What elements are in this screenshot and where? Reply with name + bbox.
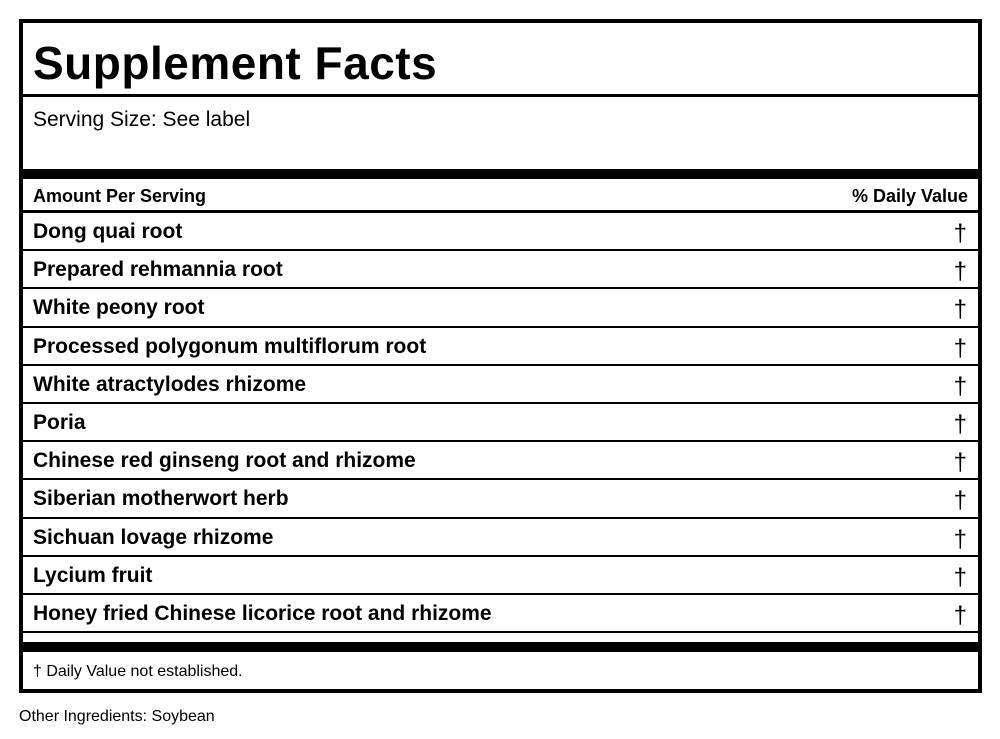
- panel-title: Supplement Facts: [33, 37, 438, 89]
- column-header-row: [23, 179, 978, 213]
- ingredient-dv: †: [953, 372, 967, 400]
- ingredient-row: [23, 557, 978, 595]
- ingredient-dv: †: [953, 487, 967, 515]
- ingredient-name: White atractylodes rhizome: [33, 372, 307, 396]
- ingredient-row: [23, 289, 978, 327]
- ingredient-name: White peony root: [33, 296, 205, 320]
- ingredient-dv: †: [953, 334, 967, 362]
- ingredient-name: Lycium fruit: [33, 563, 153, 587]
- ingredient-dv: †: [953, 601, 967, 629]
- ingredient-dv: †: [953, 296, 967, 324]
- ingredient-dv: †: [953, 410, 967, 438]
- daily-value-header: % Daily Value: [851, 186, 968, 206]
- ingredient-dv: †: [953, 563, 967, 591]
- thick-divider-bottom: [23, 642, 978, 652]
- ingredient-dv: †: [953, 258, 967, 286]
- ingredient-dv: †: [953, 449, 967, 477]
- title-section: [23, 23, 978, 97]
- ingredient-row: [23, 251, 978, 289]
- ingredient-list: [23, 213, 978, 633]
- serving-size-section: [23, 97, 978, 168]
- ingredient-row: [23, 404, 978, 442]
- ingredient-name: Dong quai root: [33, 220, 183, 243]
- ingredient-row: [23, 213, 978, 251]
- ingredient-row: [23, 519, 978, 557]
- other-ingredients: Other Ingredients: Soybean: [19, 708, 215, 725]
- thick-divider-top: [23, 169, 978, 179]
- ingredient-dv: †: [953, 525, 967, 553]
- ingredient-name: Processed polygonum multiflorum root: [33, 334, 427, 358]
- supplement-facts-panel: [19, 19, 982, 693]
- ingredient-row: [23, 480, 978, 518]
- serving-size-text: Serving Size: See label: [33, 108, 251, 131]
- ingredient-row: [23, 366, 978, 404]
- ingredient-name: Sichuan lovage rhizome: [33, 525, 274, 549]
- ingredient-row: [23, 442, 978, 480]
- amount-per-serving-header: Amount Per Serving: [33, 186, 207, 206]
- ingredient-name: Chinese red ginseng root and rhizome: [33, 449, 416, 473]
- ingredient-name: Poria: [33, 410, 86, 434]
- ingredient-name: Honey fried Chinese licorice root and rhizome: [33, 601, 492, 625]
- ingredient-name: Prepared rehmannia root: [33, 258, 283, 282]
- ingredient-name: Siberian motherwort herb: [33, 487, 289, 511]
- ingredient-row: [23, 328, 978, 366]
- daily-value-footnote: † Daily Value not established.: [33, 663, 243, 680]
- ingredient-row: [23, 595, 978, 633]
- ingredient-dv: †: [953, 220, 967, 247]
